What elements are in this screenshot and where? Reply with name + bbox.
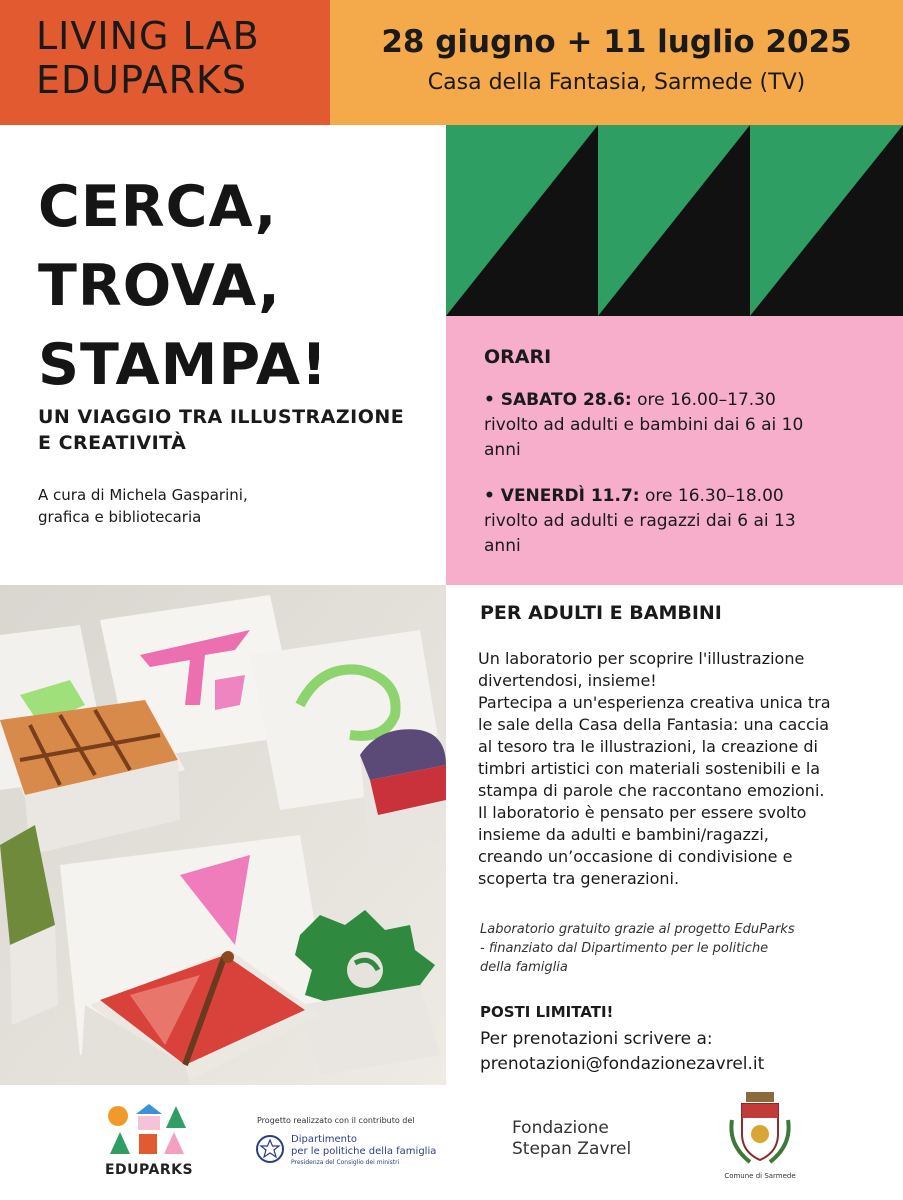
headline-line-1: CERCA, <box>38 174 278 240</box>
description-line: le sale della Casa della Fantasia: una caccia <box>478 715 830 734</box>
slot-day: • VENERDÌ 11.7: <box>484 486 640 506</box>
dipartimento-subtitle: Presidenza del Consiglio dei ministri <box>291 1159 400 1166</box>
funding-note-line-1: Laboratorio gratuito grazie al progetto EduParks <box>480 922 795 937</box>
description-line: creando un’occasione di condivisione e <box>478 847 793 866</box>
eduparks-logo <box>104 1102 194 1182</box>
dipartimento-name-line-1: Dipartimento <box>291 1134 358 1145</box>
stamps-photo <box>0 585 446 1085</box>
headline-line-2: TROVA, <box>38 253 281 319</box>
dipartimento-name-line-2: per le politiche della famiglia <box>291 1146 437 1157</box>
slot-audience-cont: anni <box>484 440 521 460</box>
triangle-pattern <box>446 125 903 316</box>
slot-audience: rivolto ad adulti e bambini dai 6 ai 10 <box>484 415 804 435</box>
funding-note <box>480 920 795 977</box>
description-line: scoperta tra generazioni. <box>478 869 680 888</box>
subtitle-line-2: E CREATIVITÀ <box>38 432 187 454</box>
curator-line-1: A cura di Michela Gasparini, <box>38 486 248 504</box>
slot-audience-cont: anni <box>484 536 521 556</box>
comune-label: Comune di Sarmede <box>724 1172 796 1180</box>
description-title: PER ADULTI E BAMBINI <box>480 602 722 624</box>
subtitle <box>38 404 404 456</box>
limited-seats-label: POSTI LIMITATI! <box>480 1003 614 1021</box>
funding-note-line-2: - finanziato dal Dipartimento per le politiche <box>480 941 769 956</box>
slot-time: ore 16.30–18.00 <box>639 486 784 506</box>
booking-info <box>480 1027 764 1077</box>
lab-title-line-1: LIVING LAB <box>36 14 260 58</box>
booking-instruction: Per prenotazioni scrivere a: <box>480 1029 713 1049</box>
lab-title-line-2: EDUPARKS <box>36 58 248 102</box>
dipartimento-logo <box>255 1116 455 1176</box>
funding-note-line-3: della famiglia <box>480 960 568 975</box>
fondazione-zavrel-logo <box>512 1118 631 1160</box>
header-right-block <box>330 0 903 125</box>
subtitle-line-1: UN VIAGGIO TRA ILLUSTRAZIONE <box>38 406 405 428</box>
description-line: insieme da adulti e bambini/ragazzi, <box>478 825 769 844</box>
schedule-slot-friday <box>484 484 796 559</box>
booking-email-link[interactable]: prenotazioni@fondazionezavrel.it <box>480 1054 765 1074</box>
coat-of-arms-icon <box>720 1090 800 1170</box>
slot-audience: rivolto ad adulti e ragazzi dai 6 ai 13 <box>484 511 796 531</box>
curator-line-2: grafica e bibliotecaria <box>38 508 202 526</box>
description-line: divertendosi, insieme! <box>478 671 657 690</box>
main-headline <box>38 168 328 405</box>
event-venue: Casa della Fantasia, Sarmede (TV) <box>427 70 806 95</box>
description-line: stampa di parole che raccontano emozioni. <box>478 781 825 800</box>
comune-sarmede-logo <box>720 1090 800 1185</box>
eduparks-logo-icon <box>104 1102 194 1162</box>
schedule-title: ORARI <box>484 346 552 368</box>
living-lab-title <box>36 14 260 102</box>
header-left-block <box>0 0 330 125</box>
description-body <box>478 648 831 890</box>
description-line: al tesoro tra le illustrazioni, la creazione di <box>478 737 818 756</box>
slot-day: • SABATO 28.6: <box>484 390 632 410</box>
schedule-panel <box>446 316 903 585</box>
dipartimento-intro: Progetto realizzato con il contributo del <box>257 1116 415 1125</box>
headline-line-3: STAMPA! <box>38 332 328 398</box>
description-line: Un laboratorio per scoprire l'illustrazione <box>478 649 805 668</box>
dipartimento-name <box>291 1134 436 1158</box>
curator-credit <box>38 484 248 528</box>
fondazione-line-1: Fondazione <box>512 1118 609 1138</box>
description-line: timbri artistici con materiali sostenibili e la <box>478 759 821 778</box>
republic-seal-icon <box>255 1134 285 1164</box>
description-line: Il laboratorio è pensato per essere svolto <box>478 803 807 822</box>
event-dates: 28 giugno + 11 luglio 2025 <box>381 24 852 60</box>
eduparks-logo-text: EDUPARKS <box>104 1162 194 1178</box>
fondazione-line-2: Stepan Zavrel <box>512 1139 632 1159</box>
slot-time: ore 16.00–17.30 <box>631 390 776 410</box>
description-line: Partecipa a un'esperienza creativa unica tra <box>478 693 831 712</box>
schedule-slot-saturday <box>484 388 803 463</box>
